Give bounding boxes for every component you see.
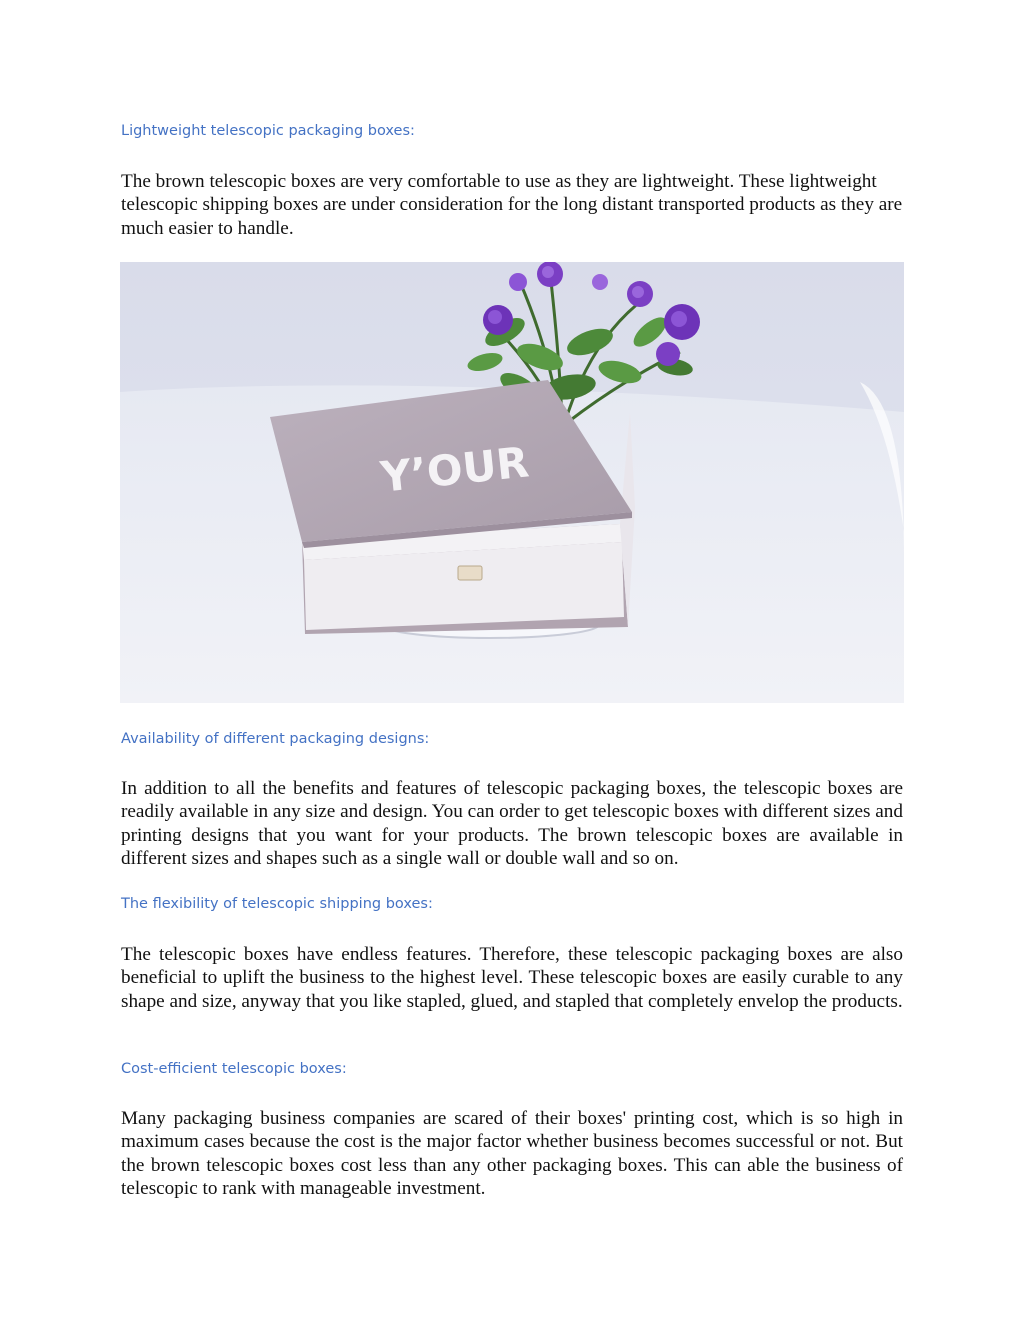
drawer-pull-tab xyxy=(458,566,482,580)
section-paragraph-flexibility: The telescopic boxes have endless features. Therefore, these telescopic packaging boxes are also beneficial to uplift the business to the highest level. These telescopic boxes are easily curable to any shape and size, anyway that you like stapled, glued, and stapled that completely envelop the products. xyxy=(121,944,903,1012)
section-paragraph-lightweight: The brown telescopic boxes are very comfortable to use as they are lightweight. These lightweight telescopic shipping boxes are under consideration for the long distant transported products as they are much easier to handle. xyxy=(121,171,903,239)
product-photo xyxy=(120,262,904,703)
section-heading-flexibility: The flexibility of telescopic shipping boxes: xyxy=(121,896,433,912)
section-heading-lightweight: Lightweight telescopic packaging boxes: xyxy=(121,123,415,139)
section-heading-cost: Cost-efficient telescopic boxes: xyxy=(121,1061,347,1077)
section-paragraph-cost: Many packaging business companies are scared of their boxes' printing cost, which is so high in maximum cases because the cost is the major factor whether business becomes successful or not. But the brown telescopic boxes cost less than any other packaging boxes. This can able the business of telescopic to rank with manageable investment. xyxy=(121,1108,903,1200)
section-paragraph-designs: In addition to all the benefits and features of telescopic packaging boxes, the telescopic boxes are readily available in any size and design. You can order to get telescopic boxes with different sizes and printing designs that you want for your products. The brown telescopic boxes are available in different sizes and shapes such as a single wall or double wall and so on. xyxy=(121,778,903,870)
section-heading-designs: Availability of different packaging designs: xyxy=(121,731,430,747)
lid-logo-text: Y’OUR xyxy=(378,437,532,502)
